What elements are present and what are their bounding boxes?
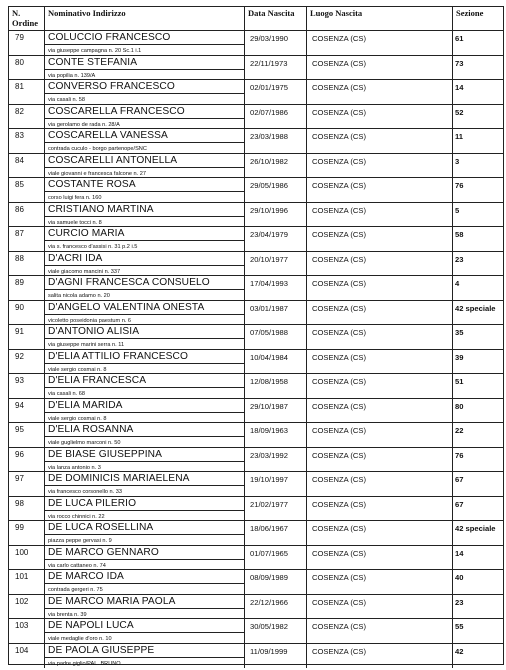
table-body [9,31,503,668]
row-address: viale sergio cosmai n. 8 [45,412,244,423]
row-name-address [45,276,245,300]
table-row [9,178,503,203]
row-birth-date: 18/09/1963 [245,423,307,447]
row-number: 104 [9,644,45,669]
row-section: 35 [455,328,464,337]
row-name: D'ELIA FRANCESCA [48,375,147,386]
row-address: via giuseppe campagna n. 20 Sc.1 i.1 [45,44,244,55]
row-birth-date: 22/11/1973 [245,56,307,80]
row-address: viale guglielmo marconi n. 50 [45,436,244,447]
row-name: D'ANGELO VALENTINA ONESTA [48,301,205,313]
table-row [9,227,503,252]
table-row [9,56,503,81]
row-name: D'ELIA MARIDA [48,399,123,411]
row-name-address [45,399,245,423]
table-row [9,595,503,620]
row-birth-date: 29/10/1987 [245,399,307,423]
row-number: 101 [9,570,45,594]
row-birth-date: 11/09/1999 [245,644,307,669]
row-birth-place: COSENZA (CS) [307,80,453,104]
row-number: 81 [9,80,45,104]
row-name: COSTANTE ROSA [48,179,136,190]
row-name-address [45,203,245,227]
row-number: 89 [9,276,45,300]
row-name-address [45,619,245,643]
row-birth-date: 30/05/1982 [245,619,307,643]
row-section: 14 [455,83,464,92]
row-name-address [45,521,245,545]
table-row [9,105,503,130]
row-birth-place: COSENZA (CS) [307,301,453,325]
row-name: COSCARELLA FRANCESCO [48,105,185,117]
table-row [9,276,503,301]
row-name-address [45,497,245,521]
table-row [9,301,503,326]
table-row [9,203,503,228]
row-name: D'ELIA ATTILIO FRANCESCO [48,350,189,362]
table-row [9,31,503,56]
column-header-place: Luogo Nascita [307,7,453,30]
row-birth-place: COSENZA (CS) [307,105,453,129]
row-birth-date: 23/03/1992 [245,448,307,472]
row-birth-place: COSENZA (CS) [307,521,453,545]
row-birth-place: COSENZA (CS) [307,252,453,276]
row-name-address [45,325,245,349]
table-row [9,546,503,571]
row-birth-place: COSENZA (CS) [307,178,453,202]
row-name-address [45,374,245,398]
row-name: COSCARELLA VANESSA [48,130,168,141]
row-birth-date: 01/07/1965 [245,546,307,570]
row-name: DE MARCO IDA [48,571,124,582]
row-birth-date: 10/04/1984 [245,350,307,374]
row-section: 42 speciale [455,524,496,533]
table-row [9,423,503,448]
row-address: via popilia n. 139/A [45,69,244,80]
table-row [9,521,503,546]
row-name: DE NAPOLI LUCA [48,620,134,631]
row-number: 93 [9,374,45,398]
row-section: 51 [455,377,464,386]
row-birth-place: COSENZA (CS) [307,399,453,423]
row-number: 100 [9,546,45,570]
row-name-address [45,56,245,80]
row-section: 67 [455,475,464,484]
row-section: 23 [455,597,464,607]
row-birth-place: COSENZA (CS) [307,374,453,398]
row-section: 67 [455,499,464,509]
row-number: 99 [9,521,45,545]
row-name: CRISTIANO MARTINA [48,203,154,215]
row-birth-date: 07/05/1988 [245,325,307,349]
row-birth-place: COSENZA (CS) [307,448,453,472]
row-address: viale medaglie d'oro n. 10 [45,632,244,643]
row-number: 80 [9,56,45,80]
row-number: 94 [9,399,45,423]
row-name: DE PAOLA GIUSEPPE [48,644,155,656]
row-address: via giuseppe marini serra n. 11 [45,338,244,349]
row-name-address [45,301,245,325]
table-row [9,472,503,497]
row-address: viale sergio cosmai n. 8 [45,363,244,374]
row-number: 102 [9,595,45,619]
row-birth-place: COSENZA (CS) [307,203,453,227]
row-number: 103 [9,619,45,643]
row-name: DE DOMINICIS MARIAELENA [48,473,190,484]
table-row [9,448,503,473]
row-name: DE MARCO MARIA PAOLA [48,595,176,607]
row-section: 73 [455,58,464,68]
row-section: 58 [455,230,464,239]
row-birth-place: COSENZA (CS) [307,56,453,80]
row-name-address [45,448,245,472]
row-address: via gerolamo de rada n. 28/A [45,118,244,129]
row-address: via brenta n. 39 [45,608,244,619]
row-section: 14 [455,548,464,558]
row-address: contrada cuculo - borgo partenope/SNC [45,142,244,153]
table-row [9,619,503,644]
row-section: 39 [455,352,464,362]
row-name-address [45,227,245,251]
row-address: viale giovanni e francesca falcone n. 27 [45,167,244,178]
row-birth-date: 02/07/1986 [245,105,307,129]
table-row [9,374,503,399]
row-number: 84 [9,154,45,178]
row-section: 76 [455,450,464,460]
row-birth-place: COSENZA (CS) [307,497,453,521]
row-name-address [45,546,245,570]
row-birth-place: COSENZA (CS) [307,350,453,374]
column-header-name: Nominativo Indirizzo [45,7,245,30]
row-address: piazza peppe gervasi n. 9 [45,534,244,545]
row-address: via padre giglio/PAL. BRUNO [45,657,244,668]
table-row [9,129,503,154]
row-section: 55 [455,622,464,631]
table-row [9,80,503,105]
row-name-address [45,644,245,669]
row-section: 42 [455,646,464,656]
row-name: D'ELIA ROSANNA [48,424,134,435]
row-number: 82 [9,105,45,129]
row-birth-place: COSENZA (CS) [307,546,453,570]
row-name-address [45,252,245,276]
row-name-address [45,129,245,153]
row-birth-date: 08/09/1989 [245,570,307,594]
row-name: D'ACRI IDA [48,252,103,264]
row-birth-date: 17/04/1993 [245,276,307,300]
row-section: 22 [455,426,464,435]
row-birth-place: COSENZA (CS) [307,154,453,178]
row-number: 90 [9,301,45,325]
voter-list-table [8,6,504,665]
row-section: 23 [455,254,464,264]
row-birth-place: COSENZA (CS) [307,276,453,300]
table-row [9,644,503,669]
row-birth-date: 23/04/1979 [245,227,307,251]
row-birth-date: 18/06/1967 [245,521,307,545]
row-number: 86 [9,203,45,227]
table-row [9,252,503,277]
row-address: via s. francesco d'assisi n. 31 p.2 i.5 [45,240,244,251]
row-name: DE LUCA ROSELLINA [48,522,154,533]
column-header-number: N. Ordine [9,7,45,30]
row-number: 88 [9,252,45,276]
row-number: 87 [9,227,45,251]
row-name: D'ANTONIO ALISIA [48,326,140,337]
table-row [9,350,503,375]
row-address: corso luigi fera n. 160 [45,191,244,202]
row-name-address [45,472,245,496]
row-section: 4 [455,279,460,288]
row-birth-place: COSENZA (CS) [307,31,453,55]
row-number: 97 [9,472,45,496]
row-address: salita nicola adamo n. 20 [45,289,244,300]
row-number: 91 [9,325,45,349]
table-row [9,325,503,350]
row-section: 5 [455,205,460,215]
row-name: DE MARCO GENNARO [48,546,159,558]
row-number: 83 [9,129,45,153]
row-birth-date: 21/02/1977 [245,497,307,521]
row-birth-date: 29/10/1996 [245,203,307,227]
row-name: CONVERSO FRANCESCO [48,81,175,92]
table-row [9,570,503,595]
row-address: contrada gergeri n. 75 [45,583,244,594]
row-address: via carlo cattaneo n. 74 [45,559,244,570]
row-address: via casali n. 58 [45,93,244,104]
row-birth-place: COSENZA (CS) [307,472,453,496]
row-name: D'AGNI FRANCESCA CONSUELO [48,277,210,288]
row-birth-date: 23/03/1988 [245,129,307,153]
row-address: via lanza antonio n. 3 [45,461,244,472]
row-birth-place: COSENZA (CS) [307,619,453,643]
row-section: 61 [455,34,464,43]
table-row [9,399,503,424]
row-number: 96 [9,448,45,472]
row-name-address [45,80,245,104]
row-name-address [45,423,245,447]
row-name-address [45,154,245,178]
row-section: 76 [455,181,464,190]
row-name-address [45,595,245,619]
row-section: 80 [455,401,464,411]
row-birth-date: 20/10/1977 [245,252,307,276]
row-section: 52 [455,107,464,117]
row-address: via rocco chinnici n. 22 [45,510,244,521]
row-birth-date: 29/03/1990 [245,31,307,55]
row-name: CURCIO MARIA [48,228,125,239]
row-section: 3 [455,156,460,166]
table-row [9,154,503,179]
row-name: COSCARELLI ANTONELLA [48,154,178,166]
row-birth-date: 22/12/1966 [245,595,307,619]
row-name: DE BIASE GIUSEPPINA [48,448,162,460]
row-birth-place: COSENZA (CS) [307,595,453,619]
row-birth-place: COSENZA (CS) [307,423,453,447]
row-name-address [45,31,245,55]
table-header [9,7,503,31]
row-birth-date: 12/08/1958 [245,374,307,398]
row-name: COLUCCIO FRANCESCO [48,32,171,43]
row-number: 92 [9,350,45,374]
row-address: vicoletto poseidonia paestum n. 6 [45,314,244,325]
row-name-address [45,350,245,374]
row-name: CONTE STEFANIA [48,56,138,68]
row-address: via samuele tocci n. 8 [45,216,244,227]
row-birth-place: COSENZA (CS) [307,644,453,669]
row-birth-place: COSENZA (CS) [307,129,453,153]
row-birth-place: COSENZA (CS) [307,325,453,349]
row-name-address [45,178,245,202]
column-header-date: Data Nascita [245,7,307,30]
row-number: 79 [9,31,45,55]
row-section: 11 [455,132,464,141]
row-birth-date: 02/01/1975 [245,80,307,104]
row-birth-date: 26/10/1982 [245,154,307,178]
row-address: via francesco corsonello n. 33 [45,485,244,496]
column-header-section: Sezione [456,8,484,18]
row-number: 95 [9,423,45,447]
row-number: 98 [9,497,45,521]
row-birth-place: COSENZA (CS) [307,227,453,251]
row-section: 40 [455,573,464,582]
row-birth-date: 03/01/1987 [245,301,307,325]
row-birth-place: COSENZA (CS) [307,570,453,594]
row-address: via casali n. 68 [45,387,244,398]
row-address: viale giacomo mancini n. 337 [45,265,244,276]
table-row [9,497,503,522]
row-name: DE LUCA PILERIO [48,497,137,509]
row-birth-date: 19/10/1997 [245,472,307,496]
row-section: 42 speciale [455,303,496,313]
row-number: 85 [9,178,45,202]
row-name-address [45,570,245,594]
row-birth-date: 29/05/1986 [245,178,307,202]
row-name-address [45,105,245,129]
